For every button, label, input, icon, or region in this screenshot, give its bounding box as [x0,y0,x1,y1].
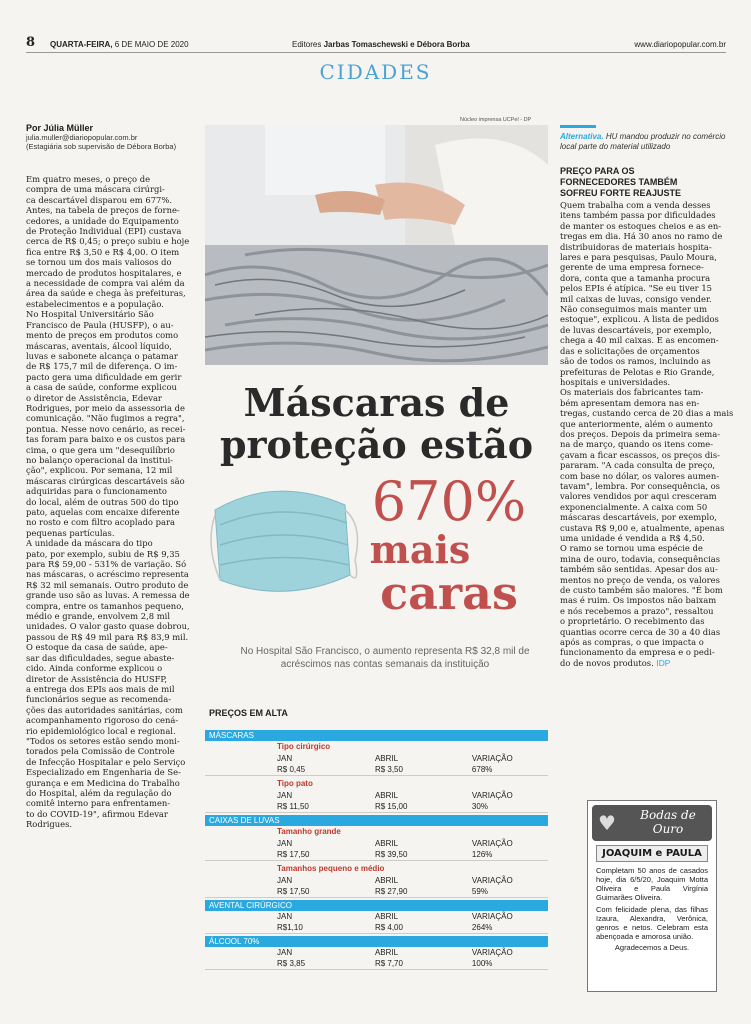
table-header-row: JAN ABRIL VARIAÇÃO [277,876,513,885]
table-item-name: Tamanho grande [277,827,341,836]
table-row: R$ 11,50 R$ 15,00 30% [205,801,548,813]
table-category: MÁSCARAS [205,730,548,741]
page-header [26,35,726,53]
photo-illustration [205,125,548,365]
right-column-text: Quem trabalha com a venda desses itens também passa por dificuldades de manter os estoques cheios e as en- tregas em dia. Há 30 anos no ramo de distribuidoras de materiais hospita- lares e para pesquisas, Paulo Moura, gerente de uma empresa fornece- dora, conta que a tamanha procura pelos EPIs é atípica. "Se eu tiver 15 mil caixas de luvas, consigo vender. Não conseguimos mais manter um estoque", explicou. A lista de pedidos de luvas descartáveis, por exemplo, chega a 40 mil caixas. E as encomen- das e solicitações de orçamentos são de todos os ramos, incluindo as prefeituras de Pelotas e Rio Grande, hospitais e universidades. Os materiais dos fabricantes tam- bém apresentam demora nas en- tregas, custando cerca de 20 dias a mais que anteriormente, além o aumento dos preços. Depois da primeira sema- na de março, quando os itens come- çavam a ficar escassos, os preços dis- pararam. "A cada consulta de preço, com base no dólar, os valores aumen- tavam", lembra. Por consequência, os valores vendidos por aqui cresceram exponencialmente. A caixa com 50 máscaras descartáveis, por exemplo, custava R$ 9,00 e, atualmente, apenas uma unidade é vendida a R$ 4,50. O ramo se tornou uma espécie de mina de ouro, todavia, consequências também são sentidas. Apesar dos au- mentos no preço de venda, os valores de custo também são maiores. "É bom mas é ruim. Os impostos não baixam e nós recebemos a prazo", ressaltou o proprietário. O recebimento das quantias ocorre cerca de 30 a 40 dias após as compras, o que impacta o funcionamento da empresa e o pedi- do de novos produtos. IDP [560,200,734,668]
table-item-name: Tamanhos pequeno e médio [277,864,385,873]
bodas-text: Completam 50 anos de casados hoje, dia 6/5/20, Joaquim Motta Oliveira e Paula Virgínia Guimarães Oliveira. [596,866,708,902]
table-header-row: JAN ABRIL VARIAÇÃO [277,839,513,848]
table-header-row: JAN ABRIL VARIAÇÃO [277,791,513,800]
table-item-name: Tipo pato [277,779,313,788]
header-editors: Editores Jarbas Tomaschewski e Débora Borba [292,40,470,49]
table-body [205,730,548,970]
bodas-names: JOAQUIM e PAULA [596,845,708,862]
headline-mais: mais [369,527,471,572]
byline [26,123,201,151]
caption-accent-bar [560,125,596,128]
headline-caras: caras [380,566,518,620]
right-heading: PREÇO PARA OS FORNECEDORES TAMBÉM SOFREU FORTE REAJUSTE [560,166,682,198]
prices-table [205,708,548,972]
right-column [560,125,735,668]
headline-line2: proteção estão [219,422,534,467]
byline-email[interactable]: julia.muller@diariopopular.com.br [26,133,138,142]
subheadline: No Hospital São Francisco, o aumento representa R$ 32,8 mil de acréscimos nas contas semanais da instituição [240,646,530,670]
table-header-row: JAN ABRIL VARIAÇÃO [277,912,513,921]
photo-caption: Alternativa. HU mandou produzir no comércio local parte do material utilizado [560,132,726,151]
table-category: CAIXAS DE LUVAS [205,815,548,826]
table-row: R$1,10 R$ 4,00 264% [205,922,548,934]
section-title: CIDADES [319,60,432,84]
mask-illustration [205,465,365,615]
news-photo [205,125,548,365]
header-website[interactable]: www.diariopopular.com.br [634,40,726,49]
table-category: ÁLCOOL 70% [205,936,548,947]
table-item-name: Tipo cirúrgico [277,742,331,751]
photo-credit: Núcleo imprensa UCPel - DP [460,117,532,123]
bodas-thanks: Agradecemos a Deus. [614,943,690,952]
bodas-box [587,800,717,992]
header-date: QUARTA-FEIRA, 6 DE MAIO DE 2020 [50,40,189,49]
table-row: R$ 17,50 R$ 39,50 126% [205,849,548,861]
table-header-row: JAN ABRIL VARIAÇÃO [277,948,513,957]
table-header-row: JAN ABRIL VARIAÇÃO [277,754,513,763]
table-row: R$ 3,85 R$ 7,70 100% [205,958,548,970]
byline-note: (Estagiária sob supervisão de Débora Borba) [26,142,177,151]
bodas-title: Bodas de Ouro [640,808,696,836]
table-row: R$ 0,45 R$ 3,50 678% [205,764,548,776]
bodas-header [592,805,712,841]
left-column-text: Em quatro meses, o preço de compra de uma máscara cirúrgi- ca descartável disparou em 677%. Antes, na tabela de preços de forne- cedores, a unidade do Equipamento de Proteção Individual (EPI) custava cerca de R$ 0,45; o preço subiu e hoje fica entre R$ 3,50 e R$ 4,00. O item se tornou um dos mais valiosos do mercado de produtos hospitalares, e a necessidade de compra vai além da área da saúde e chega às prefeituras, estabelecimentos e a população. No Hospital Universitário São Francisco de Paula (HUSFP), o au- mento de preços em produtos como máscaras, aventais, álcool líquido, luvas e sabonete alcança o patamar de R$ 175,7 mil de diferença. O im- pacto gera uma dificuldade em gerir a casa de saúde, conforme explicou o diretor de Assistência, Edevar Rodrigues, por meio da assessoria de comunicação. "Não fugimos a regra", pontua. Nesse novo cenário, as recei- tas foram para baixo e os custos para cima, o que gera um "desequilíbrio no balanço operacional da institui- ção", explicou. Por semana, 12 mil máscaras cirúrgicas descartáveis são adquiridas para o funcionamento do local, além de outras 500 do tipo pato, aquelas com encaixe diferente no rosto e com filtro acoplado para pequenas partículas. A unidade da máscara do tipo pato, por exemplo, subiu de R$ 9,35 para R$ 59,00 - 531% de variação. Só nas máscaras, o acréscimo representa R$ 32 mil semanais. Outro produto de grande uso são as luvas. A remessa de compra, entre os tamanhos pequeno, médio e grande, envolvem 2,8 mil unidades. O valor gasto quase dobrou, passou de R$ 49 mil para R$ 83,9 mil. O estoque da casa de saúde, ape- sar das dificuldades, segue abaste- cido. Ainda conforme explicou o diretor de Assistência do HUSFP, a entrega dos EPIs aos mais de mil funcionários segue as recomenda- ções das autoridades sanitárias, com acompanhamento rigoroso do cená- rio epidemiológico local e regional. "Todos os setores estão sendo moni- torados pela Comissão de Controle de Infecção Hospitalar e pelo Serviço Especializado em Engenharia de Se- gurança e em Medicina do Trabalho do Hospital, além da regulação do comitê interno para enfrentamen- to do COVID-19", afirmou Edevar Rodrigues. [26,174,190,830]
headline-percent: 670% [371,470,527,533]
right-signoff: IDP [656,657,671,668]
byline-author: Por Júlia Müller [26,123,94,133]
bodas-text2: Com felicidade plena, das filhas Izaura, Alexandra, Verônica, genros e netos. Celebram esta abençoada e amorosa união. [596,905,708,941]
page-number: 8 [26,35,36,50]
headline-line1: Máscaras de [243,380,510,425]
hearts-icon: ♥ [598,811,616,835]
table-row: R$ 17,50 R$ 27,90 59% [205,886,548,898]
table-title: PREÇOS EM ALTA [209,708,288,718]
table-category: AVENTAL CIRÚRGICO [205,900,548,911]
